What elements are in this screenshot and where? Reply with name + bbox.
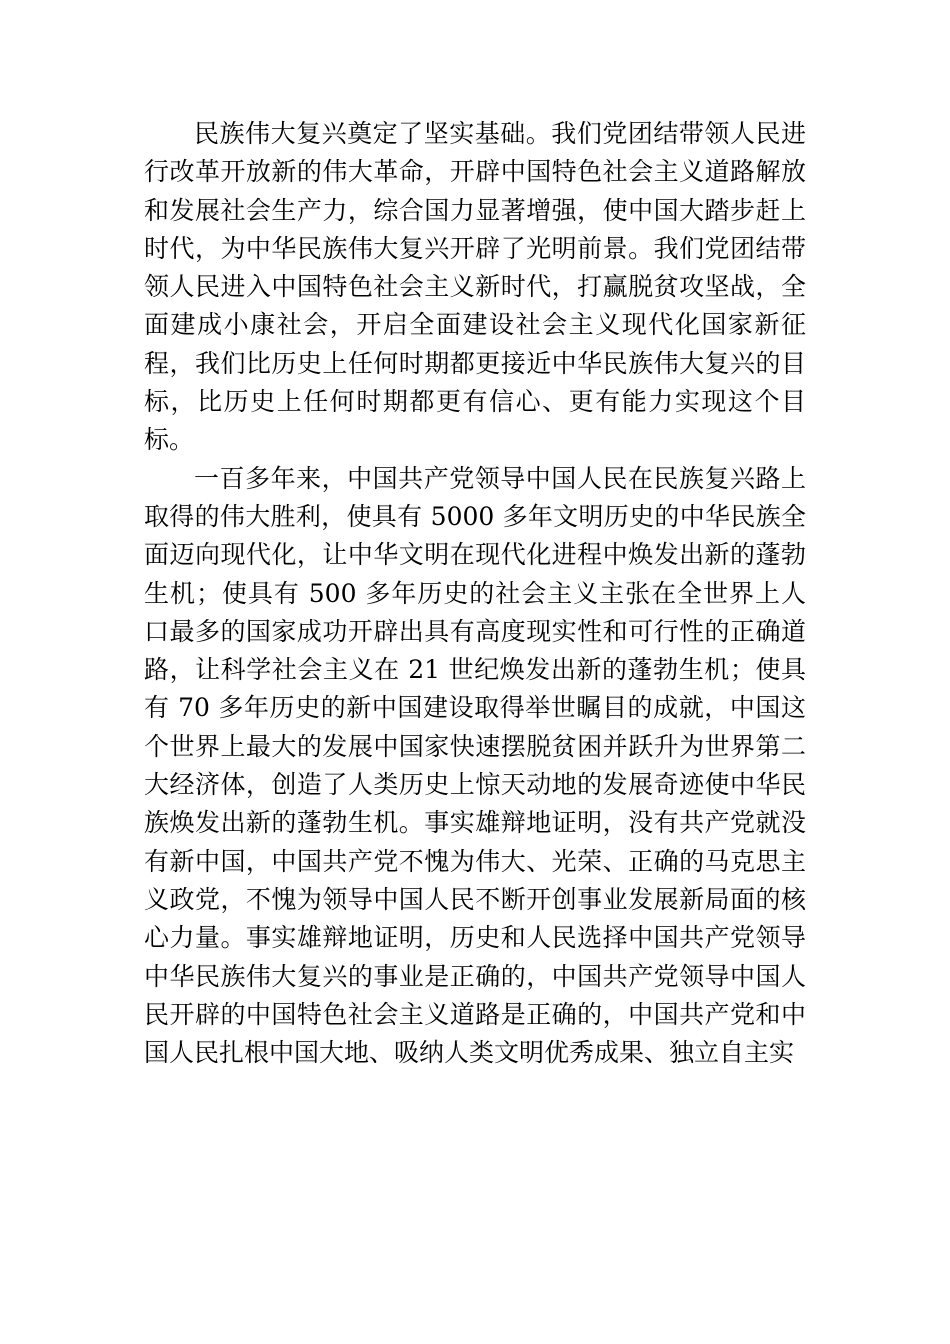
paragraph-1: 民族伟大复兴奠定了坚实基础。我们党团结带领人民进行改革开放新的伟大革命，开辟中国特色社会主义道路解放和发展社会生产力，综合国力显著增强，使中国大踏步赶上时代，为中华民族伟大复兴开辟了光明前景。我们党团结带领人民进入中国特色社会主义新时代，打赢脱贫攻坚战，全面建成小康社会，开启全面建设社会主义现代化国家新征程，我们比历史上任何时期都更接近中华民族伟大复兴的目标，比历史上任何时期都更有信心、更有能力实现这个目标。 [144, 119, 806, 455]
paragraph-2: 一百多年来，中国共产党领导中国人民在民族复兴路上取得的伟大胜利，使具有 5000 多年文明历史的中华民族全面迈向现代化，让中华文明在现代化进程中焕发出新的蓬勃生机；使具有 500 多年历史的社会主义主张在全世界上人口最多的国家成功开辟出具有高度现实性和可行性的正确道路，让科学社会主义在 21 世纪焕发出新的蓬勃生机；使具有 70 多年历史的新中国建设取得举世瞩目的成就，中国这个世界上最大的发展中国家快速摆脱贫困并跃升为世界第二大经济体，创造了人类历史上惊天动地的发展奇迹使中华民族焕发出新的蓬勃生机。事实雄辩地证明，没有共产党就没有新中国，中国共产党不愧为伟大、光荣、正确的马克思主义政党，不愧为领导中国人民不断开创事业发展新局面的核心力量。事实雄辩地证明，历史和人民选择中国共产党领导中华民族伟大复兴的事业是正确的，中国共产党领导中国人民开辟的中国特色社会主义道路是正确的，中国共产党和中国人民扎根中国大地、吸纳人类文明优秀成果、独立自主实 [144, 463, 806, 1068]
document-body [144, 115, 806, 1072]
